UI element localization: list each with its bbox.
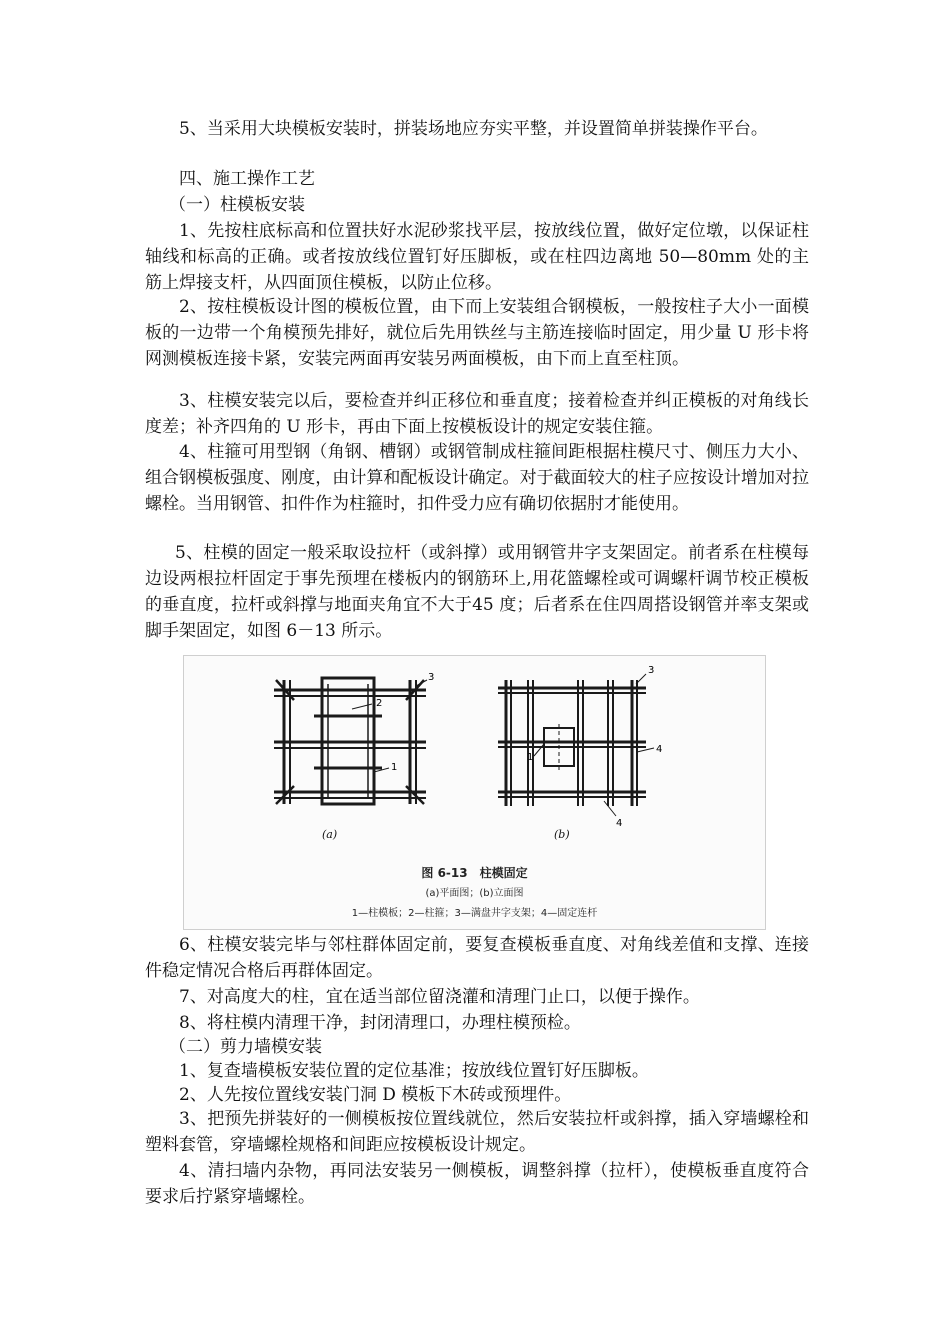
plan-view-drawing [274, 678, 427, 804]
figure-label-a: (a) [322, 828, 338, 841]
figure-label-b: (b) [554, 828, 570, 841]
paragraph-step-8: 8、将柱模内清理干净，封闭清理口，办理柱模预检。 [179, 1013, 581, 1033]
paragraph-wall-step-2: 2、人先按位置线安装门洞 D 模板下木砖或预埋件。 [179, 1085, 572, 1105]
paragraph-step-5: 5、柱模的固定一般采取设拉杆（或斜撑）或用钢管井字支架固定。前者系在柱模每边设两根拉杆固定于事先预埋在楼板内的钢筋环上,用花篮螺栓或可调螺杆调节校正模板的垂直度，拉杆或斜撑与地面夹角宜不大于45 度；后者系在住四周搭设钢管并率支架或脚手架固定，如图 6－13 所示。 [145, 543, 809, 641]
elevation-label-3: 3 [648, 665, 655, 676]
plan-label-1: 1 [391, 762, 398, 773]
elevation-label-4-lower: 4 [616, 818, 623, 829]
paragraph-step-1: 1、先按柱底标高和位置扶好水泥砂浆找平层，按放线位置，做好定位墩，以保证柱轴线和标高的正确。或者按放线位置钉好压脚板，或在柱四边离地 50—80mm 处的主筋上焊接支杆，从四面顶住模板，以防止位移。 [145, 221, 809, 293]
paragraph-wall-step-1: 1、复查墙模板安装位置的定位基准；按放线位置钉好压脚板。 [179, 1061, 649, 1081]
figure-caption-legend: 1—柱模板；2—柱箍；3—满盘井字支架；4—固定连杆 [351, 908, 598, 919]
paragraph-wall-step-4: 4、清扫墙内杂物，再同法安装另一侧模板，调整斜撑（拉杆），使模板垂直度符合要求后拧紧穿墙螺栓。 [145, 1161, 809, 1207]
section-heading-construction-process: 四、施工操作工艺 [179, 169, 315, 189]
elevation-view-drawing [498, 674, 654, 816]
elevation-label-4-upper: 4 [656, 744, 663, 755]
paragraph-step-2: 2、按柱模板设计图的模板位置，由下而上安装组合钢模板，一般按柱子大小一面模板的一边带一个角模预先排好，就位后先用铁丝与主筋连接临时固定，用少量 U 形卡将网测模板连接卡紧，安装完两面再安装另两面模板，由下而上直至柱顶。 [145, 297, 809, 369]
paragraph-step-3: 3、柱模安装完以后，要检查并纠正移位和垂直度；接着检查并纠正模板的对角线长度差；补齐四角的 U 形卡，再由下面上按模板设计的规定安装住箍。 [145, 391, 809, 437]
paragraph-step-7: 7、对高度大的柱，宜在适当部位留浇灌和清理门止口，以便于操作。 [179, 987, 700, 1007]
paragraph-wall-step-3: 3、把预先拼装好的一侧模板按位置线就位，然后安装拉杆或斜撑，插入穿墙螺栓和塑料套管，穿墙螺栓规格和间距应按模板设计规定。 [145, 1109, 809, 1155]
paragraph-assembly-platform: 5、当采用大块模板安装时，拼装场地应夯实平整，并设置简单拼装操作平台。 [179, 119, 768, 139]
subsection-heading-shear-wall: （二）剪力墙模安装 [169, 1037, 322, 1057]
plan-label-2: 2 [376, 698, 383, 709]
figure-6-13-column-fixing [183, 655, 766, 930]
plan-label-3: 3 [428, 672, 435, 683]
paragraph-step-6: 6、柱模安装完毕与邻柱群体固定前，要复查模板垂直度、对角线差值和支撑、连接件稳定情况合格后再群体固定。 [145, 935, 809, 981]
paragraph-step-4: 4、柱箍可用型钢（角钢、槽钢）或钢管制成柱箍间距根据柱模尺寸、侧压力大小、组合钢模板强度、刚度，由计算和配板设计确定。对于截面较大的柱子应按设计增加对拉螺栓。当用钢管、扣件作为柱箍时，扣件受力应有确切依据肘才能使用。 [145, 442, 809, 514]
elevation-label-1: 1 [527, 752, 534, 763]
figure-caption-title: 图 6-13 柱模固定 [421, 866, 528, 880]
figure-caption-subtitle: (a)平面图；(b)立面图 [425, 888, 524, 899]
subsection-heading-column-formwork: （一）柱模板安装 [169, 195, 305, 215]
